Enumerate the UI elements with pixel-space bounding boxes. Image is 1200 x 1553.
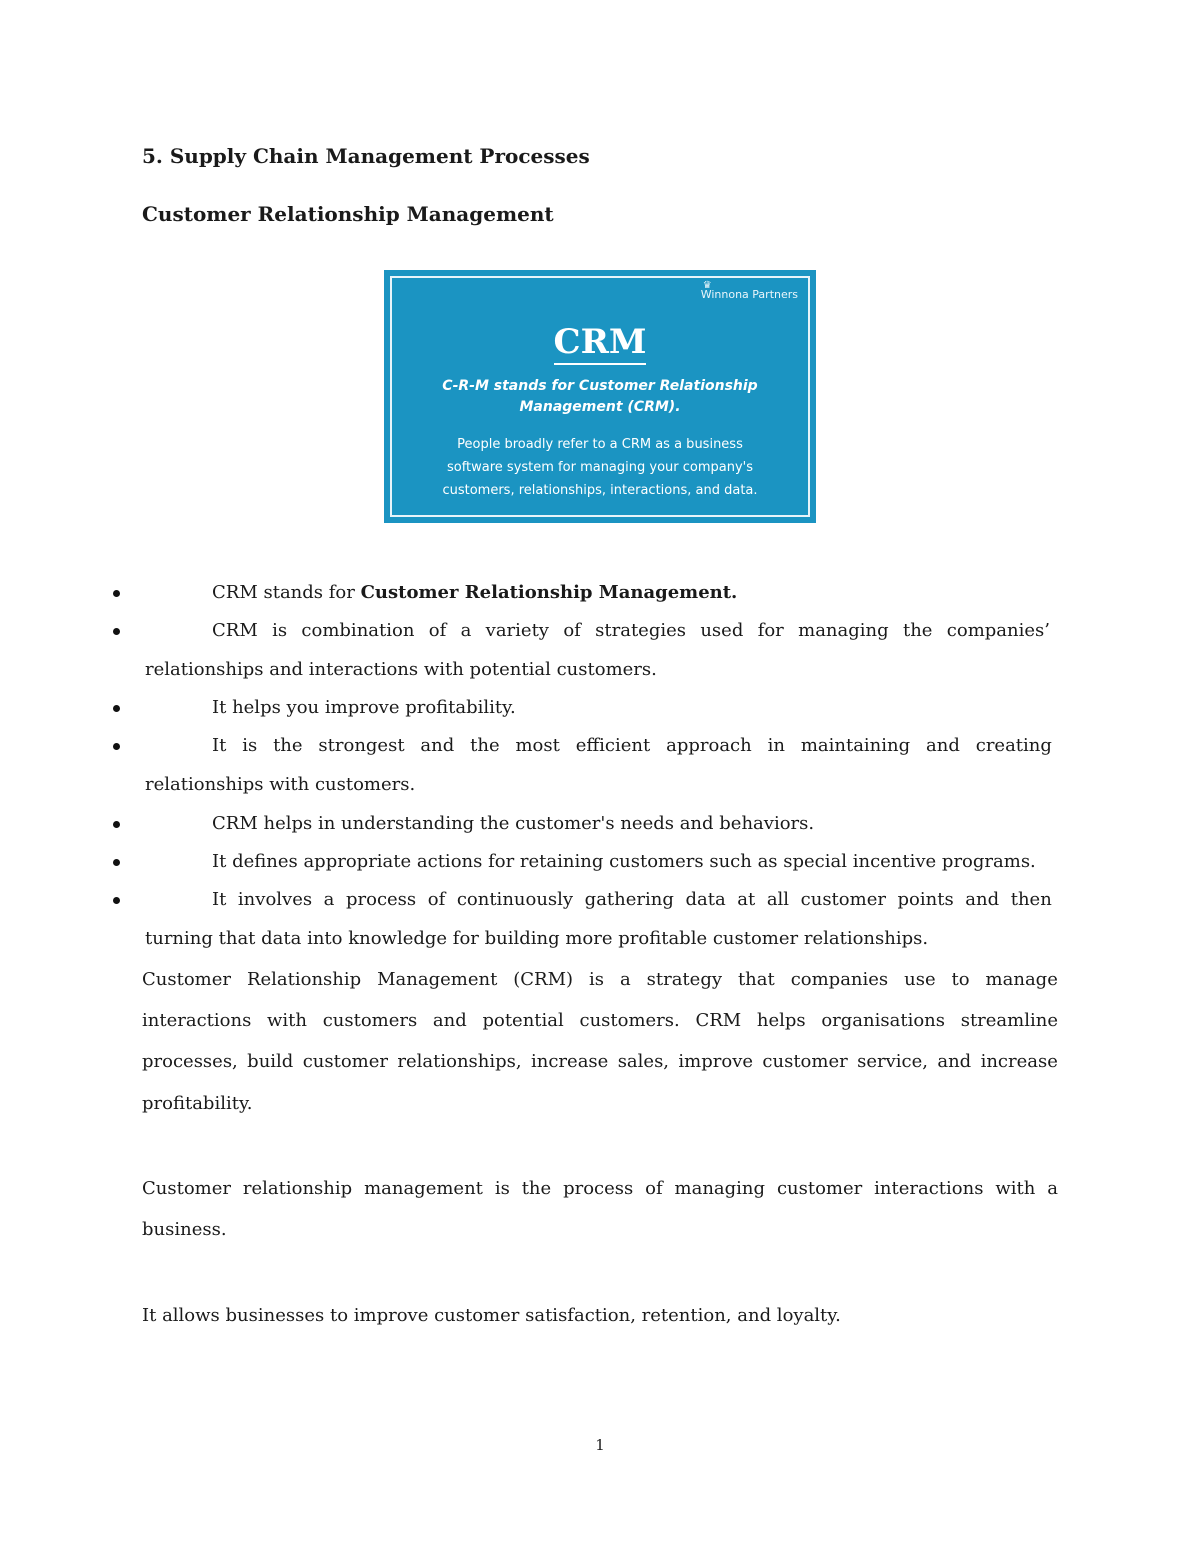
- list-item: It is the strongest and the most efficient approach in maintaining and creating: [212, 735, 1052, 756]
- brand-name: Winnona Partners: [700, 288, 798, 301]
- brand-logo: [700, 280, 798, 301]
- bullet-dot: [113, 590, 120, 597]
- paragraph-line: Customer relationship management is the process of managing customer interactions with a: [142, 1178, 1058, 1199]
- paragraph-line: processes, build customer relationships, increase sales, improve customer service, and increase: [142, 1051, 1058, 1072]
- paragraph-line: business.: [142, 1219, 227, 1240]
- list-item-continuation: relationships with customers.: [145, 774, 416, 795]
- list-item: It defines appropriate actions for retaining customers such as special incentive programs.: [212, 851, 1036, 872]
- paragraph-line: interactions with customers and potential customers. CRM helps organisations streamline: [142, 1010, 1058, 1031]
- paragraph-crm-definition: [142, 959, 1058, 1125]
- list-item: It helps you improve profitability.: [212, 697, 516, 718]
- crm-infographic: [384, 270, 816, 523]
- bullet-dot: [113, 705, 120, 712]
- bullet-dot: [113, 821, 120, 828]
- list-item: CRM stands for Customer Relationship Management.: [212, 582, 738, 603]
- figure-title: CRM: [384, 322, 816, 362]
- list-item-continuation: turning that data into knowledge for building more profitable customer relationships.: [145, 928, 929, 949]
- list-item: CRM is combination of a variety of strategies used for managing the companies’: [212, 620, 1050, 641]
- bullet-dot: [113, 897, 120, 904]
- bullet-dot: [113, 743, 120, 750]
- section-subtitle: Customer Relationship Management: [142, 202, 554, 226]
- crown-icon: ♛: [702, 280, 712, 291]
- bullet-dot: [113, 859, 120, 866]
- page-number: 1: [595, 1436, 605, 1454]
- list-item: CRM helps in understanding the customer's needs and behaviors.: [212, 813, 815, 834]
- paragraph-line: It allows businesses to improve customer satisfaction, retention, and loyalty.: [142, 1305, 841, 1326]
- paragraph-crm-benefits: [142, 1295, 1058, 1336]
- list-item: It involves a process of continuously gathering data at all customer points and then: [212, 889, 1052, 910]
- paragraph-crm-process: [142, 1168, 1058, 1250]
- paragraph-line: Customer Relationship Management (CRM) is a strategy that companies use to manage: [142, 969, 1058, 990]
- bullet-dot: [113, 628, 120, 635]
- list-item-continuation: relationships and interactions with potential customers.: [145, 659, 657, 680]
- paragraph-line: profitability.: [142, 1093, 253, 1114]
- section-title: 5. Supply Chain Management Processes: [142, 144, 590, 168]
- figure-body: People broadly refer to a CRM as a business software system for managing your company's customers, relationships, interactions, and data.: [442, 437, 758, 498]
- figure-subtitle: C-R-M stands for Customer Relationship Management (CRM).: [442, 378, 758, 415]
